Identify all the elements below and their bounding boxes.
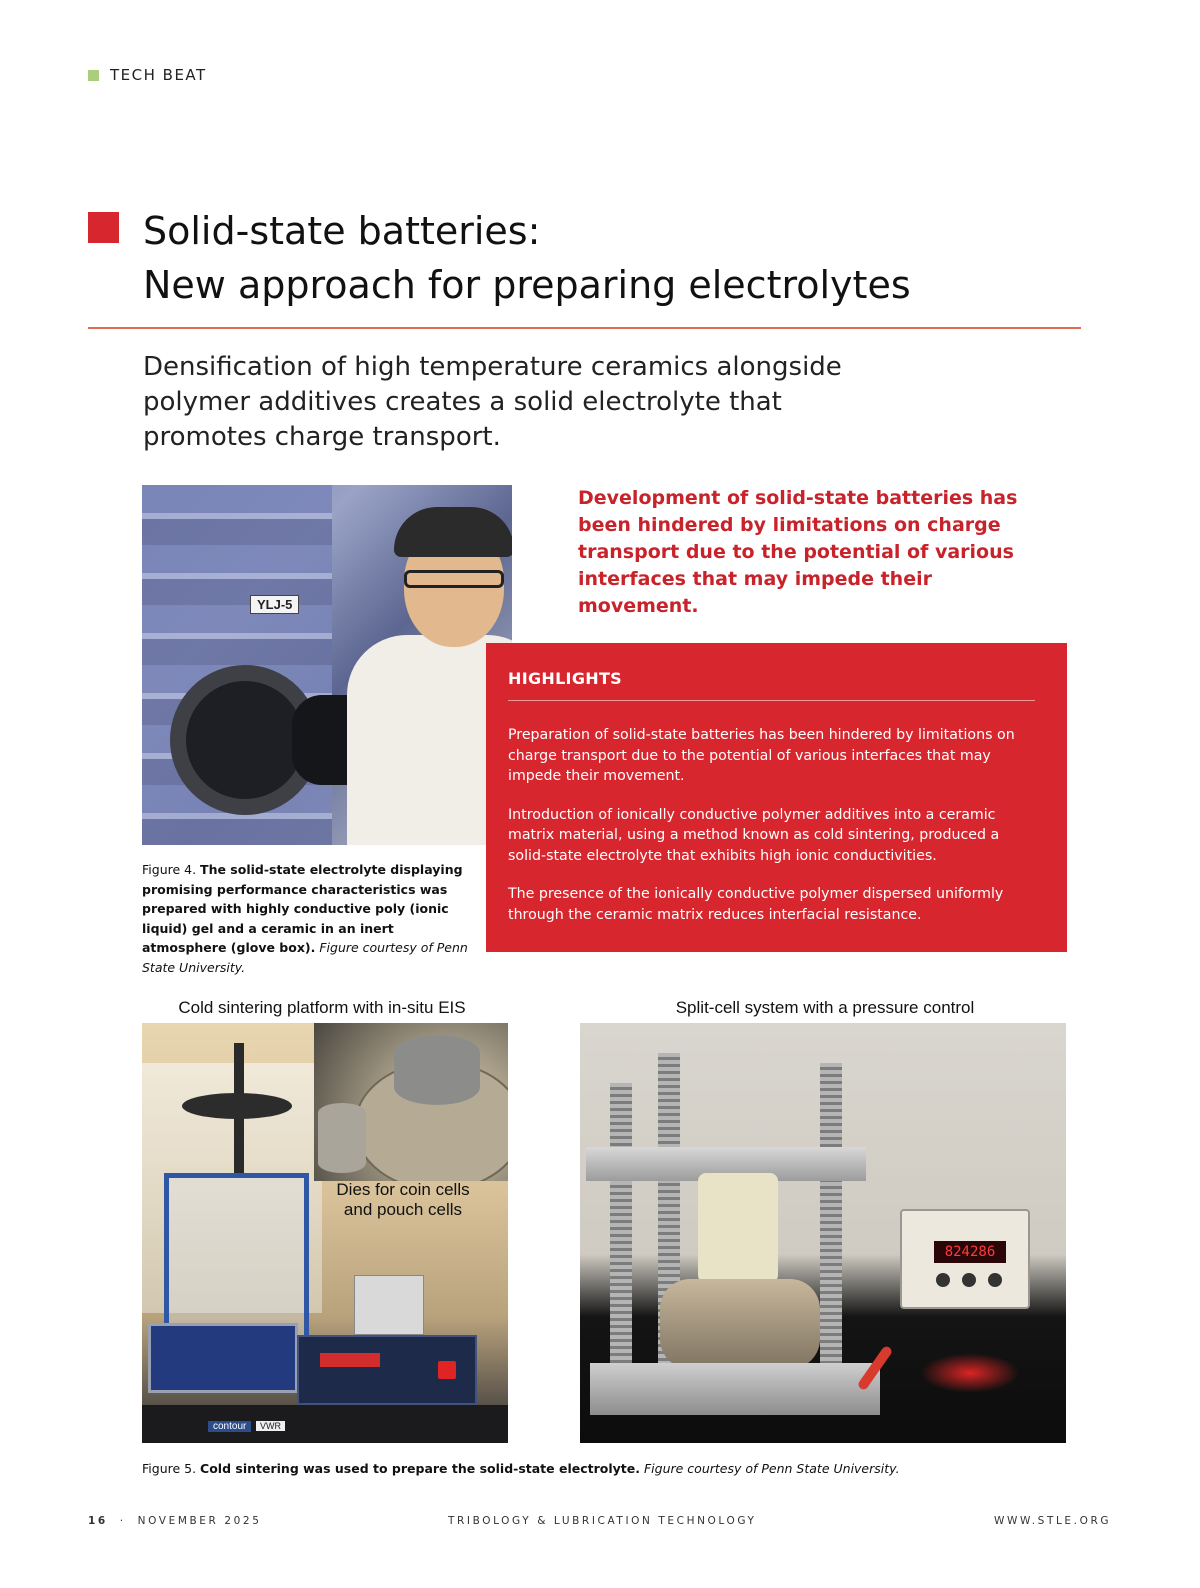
threaded-rod	[610, 1083, 632, 1373]
figure-5-caption-prefix: Figure 5.	[142, 1461, 201, 1476]
figure-4-caption	[142, 860, 477, 977]
transmitter-down-icon	[988, 1273, 1002, 1287]
section-tag-label: TECH BEAT	[110, 66, 207, 84]
section-tag-square-icon	[88, 70, 99, 81]
title-square-icon	[88, 212, 119, 243]
website-link[interactable]: WWW.STLE.ORG	[994, 1515, 1112, 1527]
pull-quote: Development of solid-state batteries has been hindered by limitations on charge transport due to the potential of various interfaces that may impede their movement.	[578, 487, 1018, 617]
figure-4-photo	[142, 485, 512, 845]
article-deck: Densification of high temperature ceramics alongside polymer additives creates a solid electrolyte that promotes charge transport.	[143, 352, 842, 452]
press-handwheel	[182, 1093, 292, 1119]
researcher-cap	[394, 507, 512, 557]
transmitter-up-icon	[962, 1273, 976, 1287]
figure-4-caption-credit: Figure courtesy of Penn State University.	[142, 940, 468, 975]
figure-4-caption-bold: The solid-state electrolyte displaying promising performance characteristics was prepared with highly conductive poly (ionic liquid) gel and a ceramic in an inert atmosphere (glove box).	[142, 862, 463, 955]
tool-case	[148, 1323, 298, 1393]
section-tag	[88, 66, 207, 84]
controller-display	[320, 1353, 380, 1367]
dies-inset-label	[318, 1180, 488, 1220]
figure-4-caption-prefix: Figure 4.	[142, 862, 201, 877]
figure-5-left-title: Cold sintering platform with in-situ EIS	[178, 998, 466, 1017]
transmitter-button-icon	[936, 1273, 950, 1287]
figure-5-right-title: Split-cell system with a pressure control	[675, 998, 975, 1017]
highlight-item: Introduction of ionically conductive polymer additives into a ceramic matrix material, using a method known as cold sintering, produced a solid-state electrolyte that exhibits high ionic conductivities.	[508, 806, 1000, 864]
die-plunger	[394, 1035, 480, 1105]
page-number: 16	[88, 1515, 108, 1527]
publication-name: TRIBOLOGY & LUBRICATION TECHNOLOGY	[448, 1515, 757, 1527]
split-cell-system-photo	[580, 1023, 1066, 1443]
small-die	[318, 1103, 366, 1173]
highlight-item: Preparation of solid-state batteries has been hindered by limitations on charge transport due to the potential of various interfaces that may impede their movement.	[508, 727, 1015, 784]
researcher-glasses	[404, 570, 504, 588]
highlights-box	[486, 643, 1067, 952]
lab-bench	[142, 1405, 508, 1443]
pressure-display: 824286	[934, 1241, 1006, 1263]
article-title-line-1: Solid-state batteries:	[143, 209, 541, 253]
glovebox-label: YLJ-5	[250, 595, 299, 614]
power-unit	[354, 1275, 424, 1335]
cell-holder	[660, 1279, 820, 1369]
dies-inset-label-line-1: Dies for coin cells	[336, 1180, 470, 1199]
red-glow	[920, 1353, 1020, 1393]
figure-5-caption	[142, 1461, 1082, 1476]
highlight-item: The presence of the ionically conductive polymer dispersed uniformly through the ceramic matrix reduces interfacial resistance.	[508, 886, 1004, 923]
bench-logo-contour: contour	[208, 1421, 251, 1432]
footer-left	[88, 1515, 261, 1527]
split-cell	[698, 1173, 778, 1283]
base-plate	[590, 1363, 880, 1415]
power-switch	[438, 1361, 456, 1379]
footer-separator: ·	[119, 1515, 126, 1527]
bench-logo-vwr: VWR	[256, 1421, 285, 1431]
article-title	[143, 204, 1083, 312]
figure-5-caption-credit: Figure courtesy of Penn State University.	[643, 1461, 900, 1476]
threaded-rod	[820, 1063, 842, 1373]
highlights-heading: HIGHLIGHTS	[508, 669, 1035, 701]
figure-5-caption-bold: Cold sintering was used to prepare the solid-state electrolyte.	[200, 1461, 640, 1476]
article-title-line-2: New approach for preparing electrolytes	[143, 263, 911, 307]
issue-date: NOVEMBER 2025	[137, 1515, 262, 1527]
dies-inset-photo	[314, 1023, 508, 1181]
title-divider	[88, 327, 1081, 329]
dies-inset-label-line-2: and pouch cells	[343, 1200, 463, 1219]
